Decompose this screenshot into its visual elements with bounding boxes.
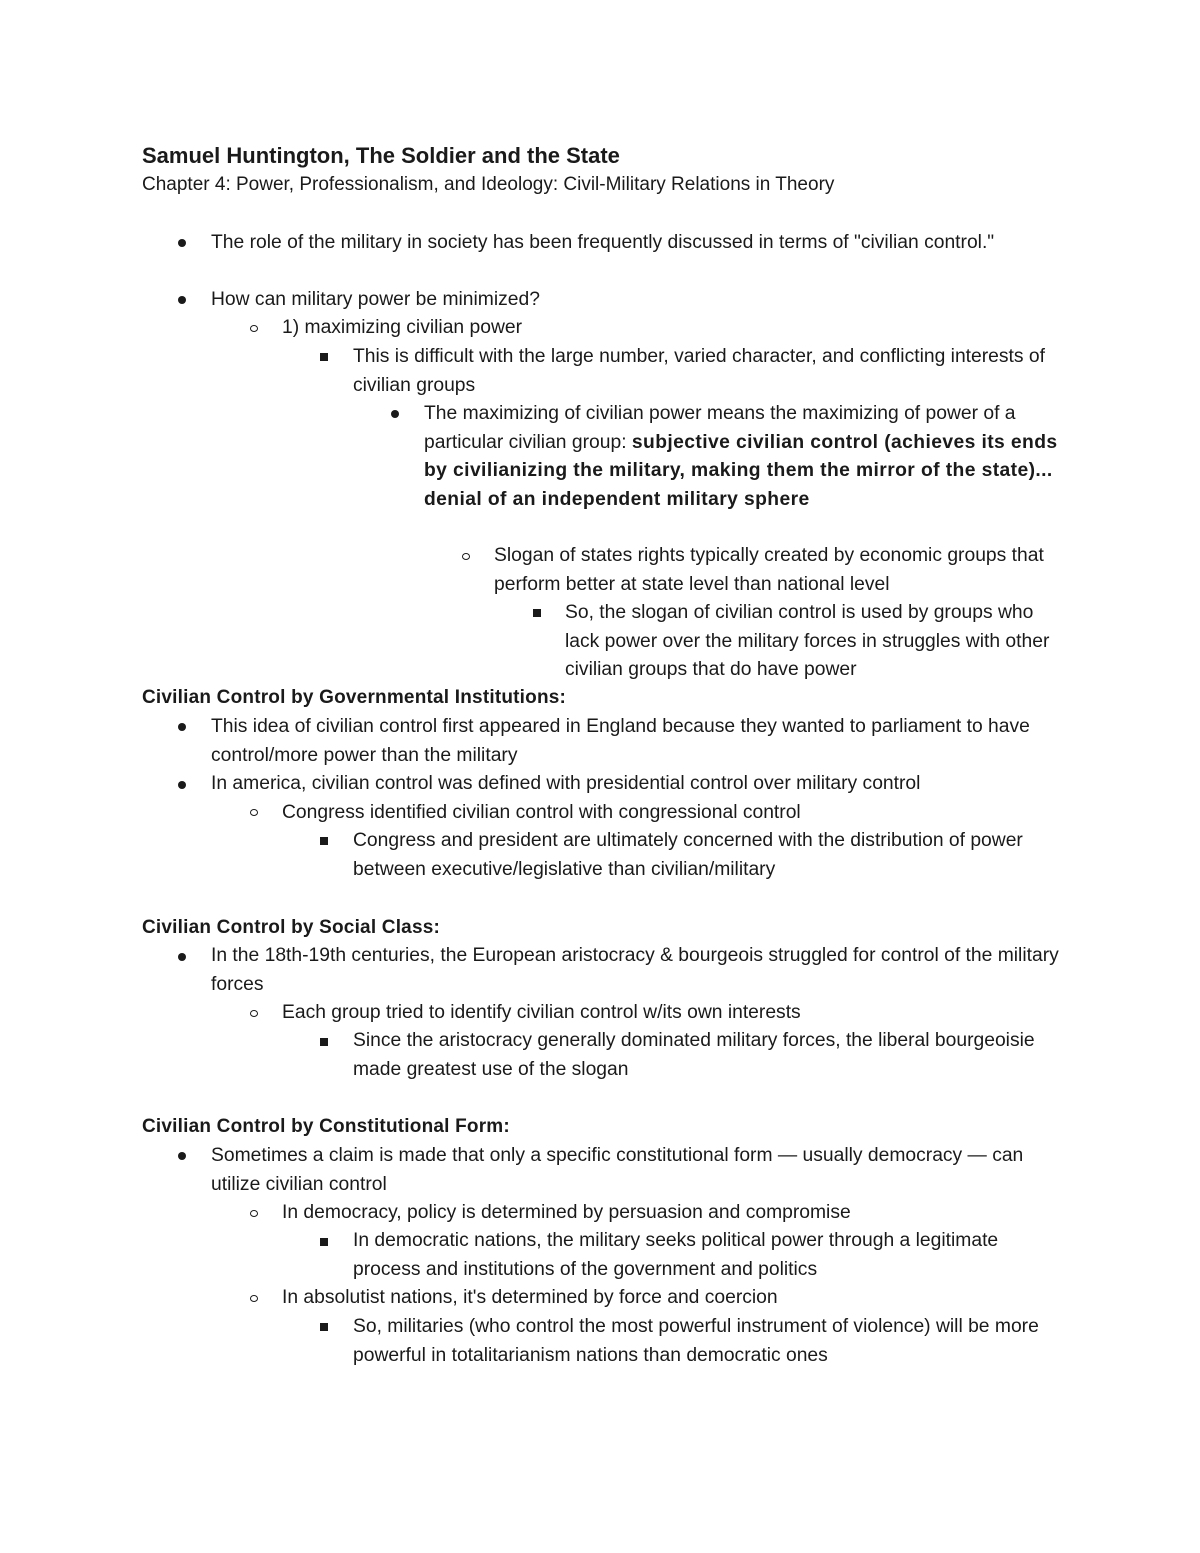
list-item: Since the aristocracy generally dominated military forces, the liberal bourgeoisie made greatest use of the slogan: [353, 1030, 1035, 1080]
document-title: Samuel Huntington, The Soldier and the State: [142, 143, 620, 168]
bullet-disc: [178, 296, 186, 304]
document-subtitle: Chapter 4: Power, Professionalism, and Ideology: Civil-Military Relations in Theory: [142, 174, 835, 195]
bullet-circle: [250, 809, 258, 816]
list-item: This idea of civilian control first appeared in England because they wanted to parliament to have control/more power than the military: [211, 716, 1030, 766]
bullet-circle: [462, 553, 470, 560]
bullet-circle: [250, 1295, 258, 1302]
section-heading: Civilian Control by Governmental Institutions:: [142, 687, 567, 708]
list-item: So, militaries (who control the most powerful instrument of violence) will be more powerful in totalitarianism nations than democratic ones: [353, 1316, 1039, 1366]
list-item: 1) maximizing civilian power: [282, 317, 523, 338]
list-item: [424, 400, 1064, 514]
section-heading: Civilian Control by Constitutional Form:: [142, 1116, 510, 1137]
list-item: In democratic nations, the military seeks political power through a legitimate process and institutions of the government and politics: [353, 1230, 999, 1280]
list-item: Each group tried to identify civilian control w/its own interests: [282, 1002, 801, 1023]
bullet-disc: [178, 781, 186, 789]
bullet-square: [320, 353, 328, 361]
bullet-circle: [250, 1210, 258, 1217]
section-heading: Civilian Control by Social Class:: [142, 917, 441, 938]
list-item: This is difficult with the large number, varied character, and conflicting interests of civilian groups: [353, 346, 1045, 396]
list-item: Congress identified civilian control with congressional control: [282, 802, 801, 823]
bullet-square: [533, 609, 541, 617]
bold-emphasis-text: subjective civilian control (achieves its ends by civilianizing the military, making them the mirror of the state)... denial of an independent military sphere: [424, 431, 1058, 510]
list-item: In the 18th-19th centuries, the European aristocracy & bourgeois struggled for control of the military forces: [211, 945, 1059, 995]
bullet-circle: [250, 325, 258, 332]
bullet-disc: [178, 239, 186, 247]
list-item: In america, civilian control was defined with presidential control over military control: [211, 773, 921, 794]
list-item: So, the slogan of civilian control is used by groups who lack power over the military forces in struggles with other civilian groups that do have power: [565, 602, 1050, 681]
list-item: Sometimes a claim is made that only a specific constitutional form — usually democracy — can utilize civilian control: [211, 1145, 1024, 1195]
bullet-disc: [391, 410, 399, 418]
bullet-disc: [178, 953, 186, 961]
bullet-square: [320, 837, 328, 845]
list-item: Congress and president are ultimately concerned with the distribution of power between executive/legislative than civilian/military: [353, 830, 1023, 880]
bullet-square: [320, 1038, 328, 1046]
list-item: How can military power be minimized?: [211, 289, 540, 310]
list-item: In absolutist nations, it's determined by force and coercion: [282, 1287, 778, 1308]
list-item: In democracy, policy is determined by persuasion and compromise: [282, 1202, 851, 1223]
list-item: The role of the military in society has been frequently discussed in terms of "civilian control.": [211, 232, 995, 253]
bullet-disc: [178, 723, 186, 731]
bullet-square: [320, 1323, 328, 1331]
bullet-square: [320, 1238, 328, 1246]
list-item: Slogan of states rights typically created by economic groups that perform better at state level than national level: [494, 545, 1044, 595]
bullet-circle: [250, 1010, 258, 1017]
bullet-disc: [178, 1152, 186, 1160]
item-text: The maximizing of civilian power means the maximizing of power of a particular civilian group:: [424, 403, 1016, 453]
